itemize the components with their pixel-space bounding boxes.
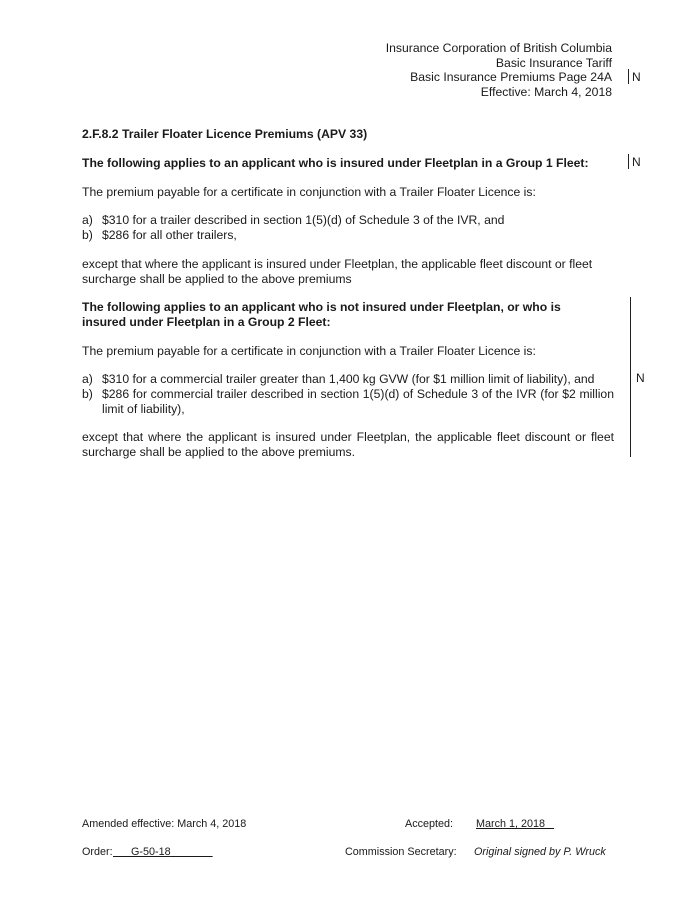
list-item [82, 213, 614, 228]
footer-secretary-label: Commission Secretary: [345, 846, 457, 858]
change-mark-header: N [632, 70, 641, 84]
list-item-text: $310 for a trailer described in section 1(5)(d) of Schedule 3 of the IVR, and [102, 213, 505, 227]
group1-intro: The premium payable for a certificate in conjunction with a Trailer Floater Licence is: [82, 185, 536, 199]
list-item-label: a) [82, 213, 93, 227]
list-item [82, 387, 614, 417]
change-mark-group2: N [636, 371, 645, 385]
footer-secretary-signature: Original signed by P. Wruck [474, 846, 606, 858]
footer-accepted-date: March 1, 2018 [476, 818, 546, 830]
footer-order-label: Order: [82, 846, 113, 858]
footer-amended: Amended effective: March 4, 2018 [82, 818, 247, 830]
group1-heading: The following applies to an applicant who is insured under Fleetplan in a Group 1 Fleet: [82, 156, 589, 170]
change-bar-group2 [630, 297, 631, 457]
list-item-text: $286 for all other trailers, [102, 227, 237, 242]
footer-order-value [113, 846, 236, 858]
group1-list [82, 213, 614, 243]
group1-closing: except that where the applicant is insured under Fleetplan, the applicable fleet discount or fleet surcharge shall be applied to the above premiums [82, 257, 593, 286]
list-item [82, 228, 614, 243]
list-item-label: b) [82, 386, 93, 401]
change-mark-group1: N [632, 155, 641, 169]
list-item [82, 372, 614, 387]
header-block [386, 41, 612, 99]
group2-closing: except that where the applicant is insured under Fleetplan, the applicable fleet discount or fleet surcharge shall be applied to the above premiums. [82, 430, 614, 459]
list-item-label: b) [82, 227, 93, 242]
footer-accepted-label: Accepted: [405, 818, 454, 830]
header-org: Insurance Corporation of British Columbia [385, 41, 612, 55]
header-tariff: Basic Insurance Tariff [495, 55, 612, 70]
list-item-label: a) [82, 372, 93, 386]
change-bar-group1 [628, 154, 629, 169]
list-item-text: $310 for a commercial trailer greater than 1,400 kg GVW (for $1 million limit of liability), and [102, 372, 595, 386]
footer-order-number: G-50-18 [131, 846, 171, 858]
header-page: Basic Insurance Premiums Page 24A [410, 70, 612, 85]
group2-list [82, 372, 614, 416]
section-title: 2.F.8.2 Trailer Floater Licence Premiums (APV 33) [82, 127, 368, 141]
header-effective: Effective: March 4, 2018 [480, 84, 612, 99]
group2-heading: The following applies to an applicant who is not insured under Fleetplan, or who is insured under Fleetplan in a Group 2 Fleet: [82, 300, 561, 329]
group2-intro: The premium payable for a certificate in conjunction with a Trailer Floater Licence is: [82, 344, 536, 358]
change-bar-header [628, 69, 629, 84]
footer-accepted-value [476, 818, 554, 830]
list-item-text: $286 for commercial trailer described in section 1(5)(d) of Schedule 3 of the IVR (for $2 million limit of liability), [102, 386, 614, 416]
